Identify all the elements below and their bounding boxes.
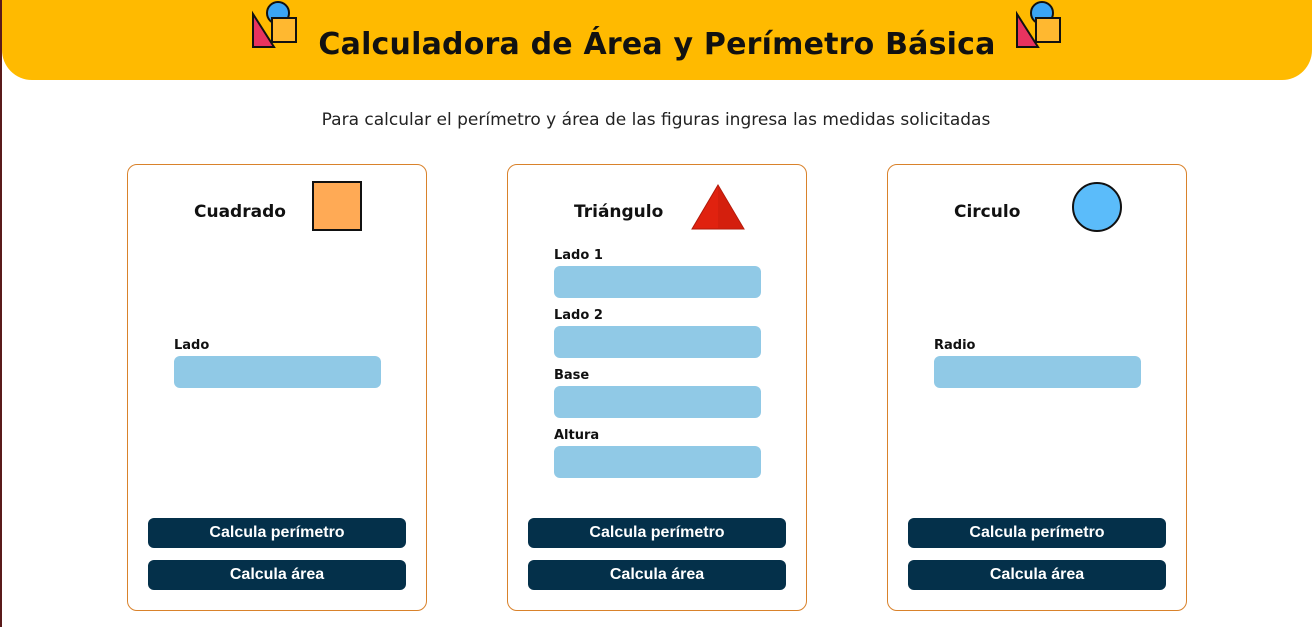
square-shape-icon: [312, 181, 363, 236]
square-area-button[interactable]: Calcula área: [148, 560, 406, 590]
app-header: [2, 0, 1312, 80]
square-card-title: Cuadrado: [194, 202, 286, 222]
radius-label: Radio: [934, 338, 976, 353]
side-input[interactable]: [174, 356, 381, 388]
radius-input[interactable]: [934, 356, 1141, 388]
shapes-logo-icon: [1014, 0, 1064, 52]
triangle-shape-icon: [690, 183, 746, 235]
side-1-label: Lado 1: [554, 248, 603, 263]
height-label: Altura: [554, 428, 600, 443]
base-input[interactable]: [554, 386, 761, 418]
triangle-perimeter-button[interactable]: Calcula perímetro: [528, 518, 786, 548]
triangle-area-button[interactable]: Calcula área: [528, 560, 786, 590]
circle-perimeter-button[interactable]: Calcula perímetro: [908, 518, 1166, 548]
side-2-input[interactable]: [554, 326, 761, 358]
triangle-card-title: Triángulo: [574, 202, 664, 222]
circle-card: [887, 164, 1187, 611]
triangle-card: [507, 164, 807, 611]
square-perimeter-button[interactable]: Calcula perímetro: [148, 518, 406, 548]
base-label: Base: [554, 368, 590, 383]
side-2-label: Lado 2: [554, 308, 603, 323]
side-1-input[interactable]: [554, 266, 761, 298]
circle-shape-icon: [1071, 181, 1123, 237]
page-left-border: [0, 0, 2, 627]
square-card: [127, 164, 427, 611]
page-title: Calculadora de Área y Perímetro Básica: [318, 26, 996, 62]
circle-area-button[interactable]: Calcula área: [908, 560, 1166, 590]
circle-card-title: Circulo: [954, 202, 1021, 222]
side-label: Lado: [174, 338, 210, 353]
instructions-text: Para calcular el perímetro y área de las figuras ingresa las medidas solicitadas: [321, 110, 991, 130]
height-input[interactable]: [554, 446, 761, 478]
shapes-logo-icon: [250, 0, 300, 52]
